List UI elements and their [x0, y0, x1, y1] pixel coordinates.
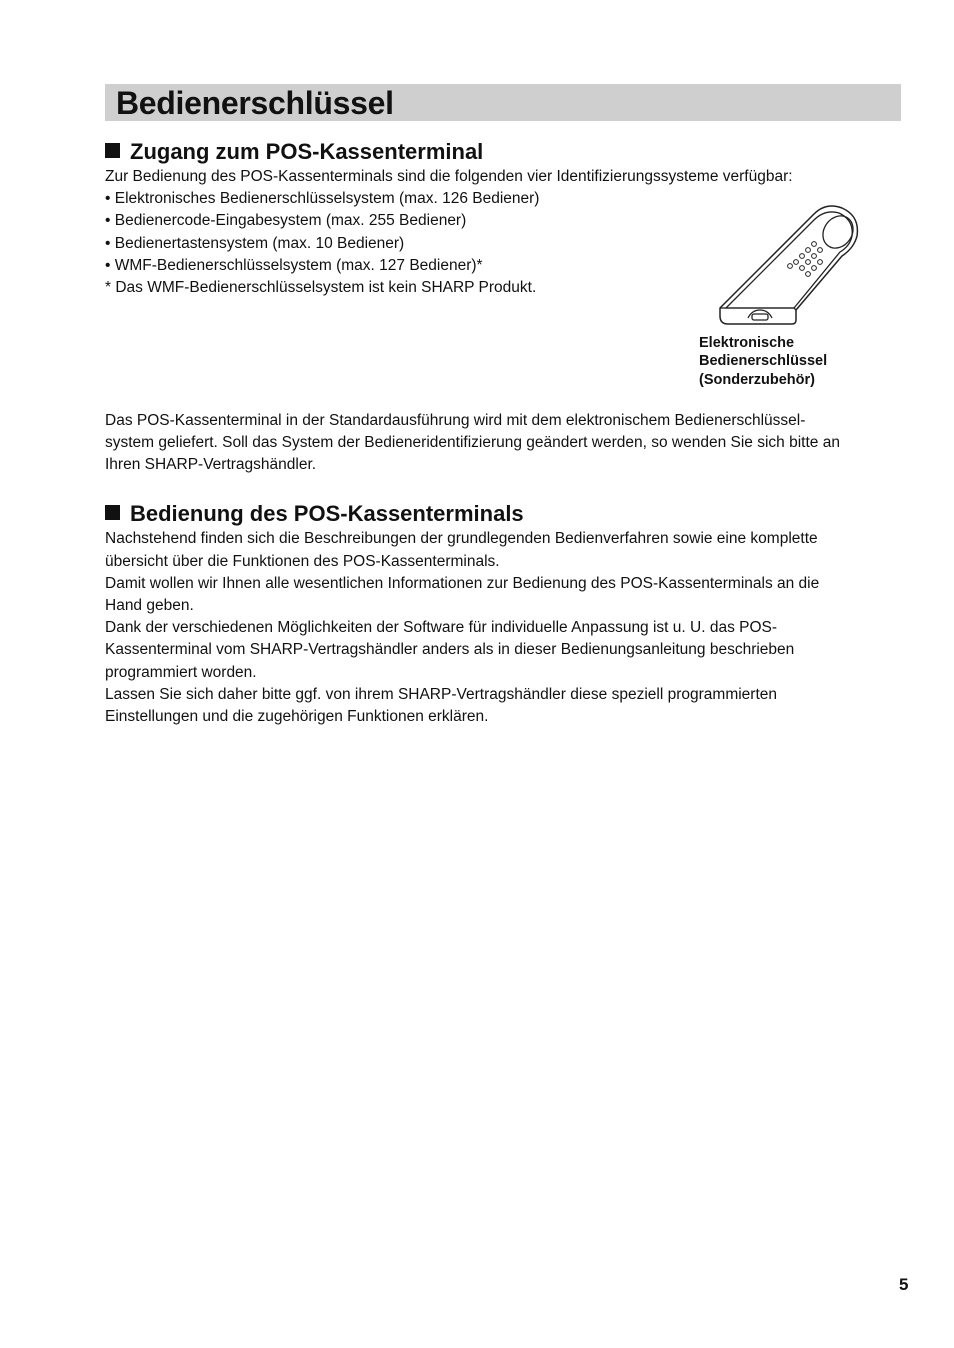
footnote: * Das WMF-Bedienerschlüsselsystem ist kein SHARP Produkt.	[105, 279, 537, 296]
section1-intro: Zur Bedienung des POS-Kassenterminals sind die folgenden vier Identifizierungssysteme verfügbar:	[105, 168, 793, 185]
figure-caption-line: Elektronische	[699, 335, 795, 351]
paragraph-line: Nachstehend finden sich die Beschreibungen der grundlegenden Bedienverfahren sowie eine komplette	[105, 530, 818, 547]
paragraph-line: Ihren SHARP-Vertragshändler.	[105, 456, 317, 473]
section2-heading-text: Bedienung des POS-Kassenterminals	[130, 501, 524, 526]
title-bar	[105, 84, 901, 121]
section1-heading-text: Zugang zum POS-Kassenterminal	[130, 139, 484, 164]
paragraph-line: Kassenterminal vom SHARP-Vertragshändler anders als in dieser Bedienungsanleitung beschrieben	[105, 641, 795, 658]
paragraph-line: programmiert worden.	[105, 664, 257, 681]
figure-caption-line: Bedienerschlüssel	[699, 353, 828, 369]
bullet-item: • Elektronisches Bedienerschlüsselsystem (max. 126 Bediener)	[105, 190, 540, 207]
paragraph-line: Lassen Sie sich daher bitte ggf. von ihrem SHARP-Vertragshändler diese speziell programmierten	[105, 686, 778, 703]
page-number: 5	[899, 1275, 909, 1294]
paragraph-line: Einstellungen und die zugehörigen Funktionen erklären.	[105, 708, 489, 725]
section2-heading	[105, 501, 524, 527]
paragraph-line: Dank der verschiedenen Möglichkeiten der Software für individuelle Anpassung ist u. U. das POS-	[105, 619, 778, 636]
paragraph-line: Damit wollen wir Ihnen alle wesentlichen Informationen zur Bedienung des POS-Kassenterminals an die	[105, 575, 820, 592]
bullet-item: • Bedienercode-Eingabesystem (max. 255 Bediener)	[105, 212, 467, 229]
bullet-item: • Bedienertastensystem (max. 10 Bediener)	[105, 235, 405, 252]
electronic-key-illustration	[714, 204, 864, 326]
paragraph-line: übersicht über die Funktionen des POS-Kassenterminals.	[105, 553, 500, 570]
figure-caption-line: (Sonderzubehör)	[699, 372, 815, 388]
square-bullet-icon	[105, 505, 120, 520]
section1-heading	[105, 139, 483, 165]
paragraph-line: system geliefert. Soll das System der Bedieneridentifizierung geändert werden, so wenden Sie sich bitte an	[105, 434, 840, 451]
page-title: Bedienerschlüssel	[116, 85, 394, 121]
paragraph-line: Hand geben.	[105, 597, 194, 614]
square-bullet-icon	[105, 143, 120, 158]
paragraph-line: Das POS-Kassenterminal in der Standardausführung wird mit dem elektronischem Bedienerschlüssel-	[105, 412, 806, 429]
bullet-item: • WMF-Bedienerschlüsselsystem (max. 127 Bediener)*	[105, 257, 483, 274]
